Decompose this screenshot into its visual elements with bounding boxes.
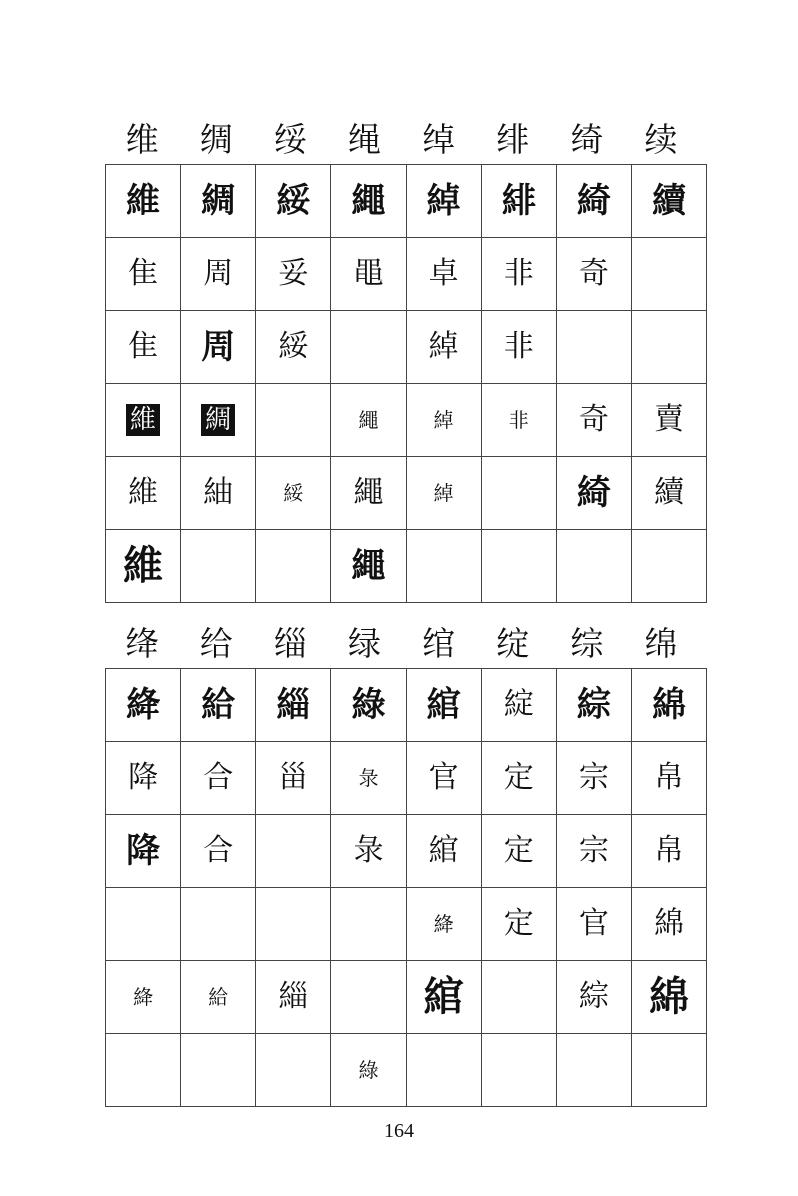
glyph-variant: 絳 (126, 685, 161, 725)
glyph-variant: 官 (428, 760, 459, 795)
glyph-cell (256, 165, 331, 238)
glyph-cell (106, 165, 181, 238)
glyph-variant: 綰 (426, 685, 461, 725)
glyph-cell (181, 165, 256, 238)
glyph-cell (556, 311, 631, 384)
table-row (106, 165, 707, 238)
glyph-cell (556, 669, 631, 742)
glyph-cell (331, 238, 406, 311)
glyph-cell (256, 311, 331, 384)
glyph-cell (331, 457, 406, 530)
glyph-variant: 周 (203, 256, 234, 291)
glyph-cell (631, 311, 706, 384)
character-table-top (105, 116, 698, 603)
table-row (106, 815, 707, 888)
glyph-variant: 維 (128, 475, 159, 510)
column-header: 绥 (273, 120, 307, 159)
glyph-cell (331, 961, 406, 1034)
glyph-cell (406, 384, 481, 457)
glyph-cell (181, 238, 256, 311)
glyph-cell (556, 457, 631, 530)
glyph-cell (331, 530, 406, 603)
table-row (106, 311, 707, 384)
glyph-variant: 緇 (276, 685, 311, 725)
glyph-cell (631, 815, 706, 888)
glyph-cell (406, 742, 481, 815)
column-header: 续 (644, 120, 678, 159)
glyph-variant: 給 (201, 685, 236, 725)
glyph-variant: 帛 (653, 760, 684, 795)
glyph-variant: 續 (651, 181, 686, 221)
glyph-cell (106, 815, 181, 888)
glyph-cell (256, 530, 331, 603)
column-header: 绰 (422, 120, 456, 159)
glyph-variant: 降 (128, 760, 159, 795)
glyph-cell (256, 384, 331, 457)
glyph-cell (106, 888, 181, 961)
glyph-cell (256, 457, 331, 530)
glyph-variant: 續 (653, 475, 684, 510)
glyph-variant: 繩 (353, 475, 384, 510)
glyph-cell (181, 311, 256, 384)
glyph-cell (556, 815, 631, 888)
glyph-variant: 彔 (353, 833, 384, 868)
glyph-cell (481, 961, 556, 1034)
glyph-variant: 綜 (578, 979, 609, 1014)
column-header: 给 (199, 624, 233, 663)
glyph-variant: 降 (126, 831, 161, 871)
column-header: 绮 (570, 120, 604, 159)
glyph-variant: 維 (126, 404, 160, 436)
glyph-variant: 綽 (433, 480, 454, 505)
glyph-cell (106, 457, 181, 530)
glyph-cell (556, 888, 631, 961)
column-header: 维 (125, 120, 159, 159)
glyph-cell (631, 742, 706, 815)
glyph-cell (481, 888, 556, 961)
glyph-cell (481, 742, 556, 815)
glyph-cell (331, 165, 406, 238)
glyph-cell (406, 238, 481, 311)
glyph-cell (106, 742, 181, 815)
glyph-variant: 綰 (428, 833, 459, 868)
glyph-variant: 官 (578, 906, 609, 941)
glyph-variant: 綠 (351, 685, 386, 725)
glyph-cell (481, 669, 556, 742)
glyph-variant: 非 (503, 256, 534, 291)
glyph-variant: 賣 (653, 402, 684, 437)
glyph-cell (631, 669, 706, 742)
page-number: 164 (384, 1120, 414, 1142)
glyph-cell (106, 238, 181, 311)
glyph-variant: 宗 (578, 760, 609, 795)
glyph-variant: 奇 (578, 402, 609, 437)
glyph-variant: 維 (126, 181, 161, 221)
glyph-grid-bottom (105, 668, 707, 1107)
glyph-cell (181, 1034, 256, 1107)
glyph-cell (106, 530, 181, 603)
glyph-cell (406, 669, 481, 742)
glyph-cell (556, 530, 631, 603)
glyph-cell (481, 815, 556, 888)
glyph-cell (256, 815, 331, 888)
glyph-cell (181, 961, 256, 1034)
table-row (106, 384, 707, 457)
column-header: 绾 (422, 624, 456, 663)
glyph-variant: 繩 (351, 546, 386, 586)
glyph-cell (481, 457, 556, 530)
glyph-variant: 非 (508, 407, 529, 432)
glyph-cell (481, 530, 556, 603)
glyph-variant: 絳 (133, 984, 154, 1009)
glyph-variant: 合 (203, 833, 234, 868)
glyph-variant: 黽 (353, 256, 384, 291)
header-row-bottom (105, 620, 698, 668)
glyph-variant: 隹 (128, 256, 159, 291)
table-row (106, 1034, 707, 1107)
column-header: 绛 (125, 624, 159, 663)
glyph-cell (631, 384, 706, 457)
table-row (106, 530, 707, 603)
glyph-cell (631, 165, 706, 238)
column-header: 绳 (347, 120, 381, 159)
glyph-cell (331, 384, 406, 457)
glyph-variant: 妥 (278, 256, 309, 291)
table-row (106, 742, 707, 815)
glyph-cell (631, 238, 706, 311)
glyph-cell (331, 815, 406, 888)
glyph-cell (556, 961, 631, 1034)
glyph-cell (406, 888, 481, 961)
glyph-cell (181, 530, 256, 603)
glyph-cell (256, 742, 331, 815)
glyph-cell (406, 961, 481, 1034)
glyph-cell (181, 669, 256, 742)
glyph-cell (406, 530, 481, 603)
glyph-variant: 綢 (201, 181, 236, 221)
glyph-cell (481, 311, 556, 384)
glyph-cell (556, 165, 631, 238)
glyph-cell (631, 530, 706, 603)
glyph-cell (481, 1034, 556, 1107)
glyph-variant: 緇 (278, 979, 309, 1014)
glyph-variant: 綰 (423, 973, 464, 1020)
glyph-variant: 綺 (576, 181, 611, 221)
glyph-variant: 綻 (503, 687, 534, 722)
glyph-variant: 帛 (653, 833, 684, 868)
glyph-cell (181, 457, 256, 530)
column-header: 绽 (496, 624, 530, 663)
glyph-variant: 綽 (433, 407, 454, 432)
glyph-cell (556, 384, 631, 457)
glyph-cell (256, 888, 331, 961)
glyph-cell (406, 1034, 481, 1107)
glyph-cell (481, 238, 556, 311)
column-header: 绯 (496, 120, 530, 159)
glyph-cell (331, 311, 406, 384)
glyph-variant: 定 (503, 906, 534, 941)
glyph-cell (181, 742, 256, 815)
glyph-variant: 綢 (201, 404, 235, 436)
glyph-cell (256, 1034, 331, 1107)
glyph-variant: 綠 (358, 1057, 379, 1082)
glyph-variant: 綜 (576, 685, 611, 725)
glyph-grid-top (105, 164, 707, 603)
glyph-cell (331, 888, 406, 961)
glyph-variant: 奇 (578, 256, 609, 291)
glyph-variant: 綏 (276, 181, 311, 221)
glyph-variant: 綿 (648, 973, 689, 1020)
glyph-variant: 絳 (433, 911, 454, 936)
glyph-cell (256, 238, 331, 311)
glyph-cell (256, 961, 331, 1034)
glyph-variant: 紬 (203, 475, 234, 510)
glyph-cell (406, 311, 481, 384)
glyph-variant: 綏 (283, 480, 304, 505)
table-row (106, 457, 707, 530)
glyph-variant: 緋 (501, 181, 536, 221)
glyph-cell (406, 457, 481, 530)
glyph-cell (331, 669, 406, 742)
glyph-variant: 綺 (576, 473, 611, 513)
glyph-cell (106, 669, 181, 742)
glyph-variant: 綿 (653, 906, 684, 941)
glyph-cell (181, 888, 256, 961)
glyph-cell (106, 311, 181, 384)
glyph-variant: 維 (123, 542, 164, 589)
glyph-cell (331, 1034, 406, 1107)
glyph-variant: 定 (503, 760, 534, 795)
glyph-variant: 甾 (278, 760, 309, 795)
glyph-cell (181, 815, 256, 888)
glyph-cell (406, 165, 481, 238)
glyph-cell (481, 165, 556, 238)
glyph-cell (106, 384, 181, 457)
glyph-cell (631, 1034, 706, 1107)
header-row-top (105, 116, 698, 164)
glyph-cell (256, 669, 331, 742)
glyph-variant: 給 (208, 984, 229, 1009)
table-row (106, 961, 707, 1034)
table-row (106, 238, 707, 311)
table-row (106, 669, 707, 742)
glyph-variant: 非 (503, 329, 534, 364)
glyph-cell (631, 457, 706, 530)
glyph-variant: 卓 (428, 256, 459, 291)
column-header: 绸 (199, 120, 233, 159)
column-header: 绿 (347, 624, 381, 663)
glyph-variant: 綏 (278, 329, 309, 364)
glyph-variant: 隹 (128, 329, 159, 364)
glyph-cell (556, 742, 631, 815)
glyph-cell (556, 1034, 631, 1107)
glyph-cell (631, 961, 706, 1034)
glyph-variant: 彔 (358, 765, 379, 790)
glyph-cell (556, 238, 631, 311)
column-header: 综 (570, 624, 604, 663)
glyph-variant: 合 (203, 760, 234, 795)
glyph-variant: 繩 (358, 407, 379, 432)
glyph-cell (106, 1034, 181, 1107)
glyph-variant: 繩 (351, 181, 386, 221)
glyph-variant: 綽 (428, 329, 459, 364)
glyph-cell (181, 384, 256, 457)
glyph-variant: 綽 (426, 181, 461, 221)
glyph-cell (406, 815, 481, 888)
table-row (106, 888, 707, 961)
glyph-cell (331, 742, 406, 815)
glyph-variant: 宗 (578, 833, 609, 868)
glyph-variant: 綿 (651, 685, 686, 725)
glyph-cell (481, 384, 556, 457)
glyph-cell (106, 961, 181, 1034)
glyph-variant: 周 (201, 327, 236, 367)
glyph-cell (631, 888, 706, 961)
character-table-bottom (105, 620, 698, 1107)
column-header: 缁 (273, 624, 307, 663)
glyph-variant: 定 (503, 833, 534, 868)
column-header: 绵 (644, 624, 678, 663)
